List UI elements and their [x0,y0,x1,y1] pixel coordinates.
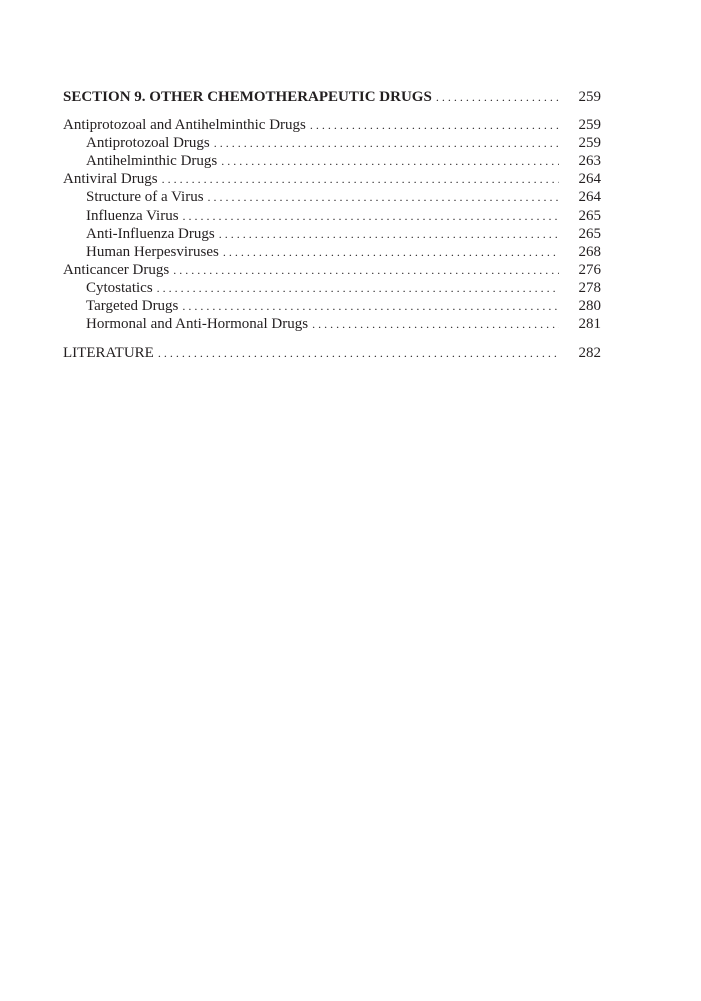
toc-entry-title: Structure of a Virus [86,189,204,206]
toc-dot-leader [221,152,559,170]
toc-entry-page: 280 [578,298,601,315]
toc-dot-leader [219,225,559,243]
toc-entry-title: Targeted Drugs [86,298,179,315]
toc-entry-antiprotozoal-antihelminthic[interactable] [63,116,601,134]
toc-entry-title: Antiprotozoal and Antihelminthic Drugs [63,117,306,134]
toc-entry-title: Cytostatics [86,279,153,296]
toc-dot-leader [158,344,559,362]
toc-entry-page: 265 [578,207,601,224]
toc-entry-page: 268 [578,243,601,260]
toc-entry-page: 265 [578,225,601,242]
toc-entry-anticancer[interactable] [63,261,601,279]
toc-entry-hormonal[interactable] [63,315,601,333]
toc-dot-leader [208,188,559,206]
toc-entry-antihelminthic[interactable] [63,152,601,170]
toc-dot-leader [214,134,559,152]
table-of-contents [63,88,601,362]
toc-entry-title: Antiviral Drugs [63,171,158,188]
toc-entry-title: Human Herpesviruses [86,243,219,260]
toc-entry-antiprotozoal[interactable] [63,134,601,152]
toc-entry-page: 276 [578,261,601,278]
toc-entry-title: Anticancer Drugs [63,261,170,278]
toc-dot-leader [436,88,559,106]
toc-dot-leader [223,243,559,261]
toc-dot-leader [157,279,559,297]
toc-entry-antiviral[interactable] [63,170,601,188]
toc-entry-page: 259 [578,117,601,134]
toc-entry-page: 278 [578,279,601,296]
toc-entry-page: 281 [578,316,601,333]
toc-entry-title: Influenza Virus [86,207,179,224]
toc-entry-cytostatics[interactable] [63,279,601,297]
toc-entry-title: Hormonal and Anti-Hormonal Drugs [86,316,309,333]
toc-dot-leader [182,297,559,315]
toc-dot-leader [310,116,559,134]
toc-dot-leader [312,315,559,333]
toc-literature-title: LITERATURE [63,345,154,362]
toc-dot-leader [173,261,559,279]
toc-dot-leader [183,207,559,225]
toc-dot-leader [162,170,559,188]
toc-entry-title: Anti-Influenza Drugs [86,225,215,242]
toc-entry-virus-structure[interactable] [63,188,601,206]
toc-entry-page: 264 [578,171,601,188]
toc-literature[interactable] [63,344,601,362]
toc-entry-herpesviruses[interactable] [63,243,601,261]
toc-section-page: 259 [578,89,601,105]
toc-literature-page: 282 [578,345,601,362]
toc-entry-targeted[interactable] [63,297,601,315]
toc-section-heading[interactable] [63,88,601,106]
toc-entry-title: Antiprotozoal Drugs [86,135,210,152]
toc-entry-title: Antihelminthic Drugs [86,153,218,170]
toc-entry-page: 264 [578,189,601,206]
toc-entry-influenza-virus[interactable] [63,207,601,225]
toc-entry-anti-influenza[interactable] [63,225,601,243]
toc-section-title: SECTION 9. OTHER CHEMOTHERAPEUTIC DRUGS [63,89,432,105]
toc-entry-page: 263 [578,153,601,170]
toc-entry-page: 259 [578,135,601,152]
